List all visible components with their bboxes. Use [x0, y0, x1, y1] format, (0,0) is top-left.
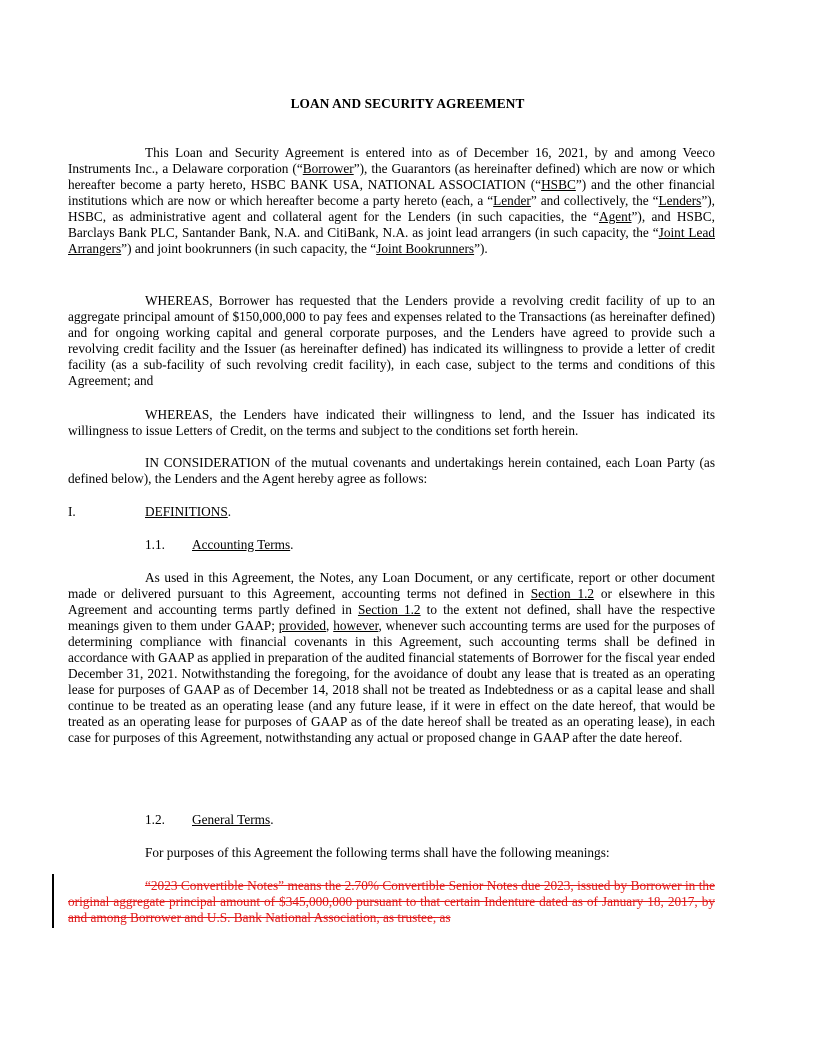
- accounting-text: to the extent not defined, shall have the respective meanings given to them under GAAP;: [68, 602, 715, 633]
- accounting-text: ,: [326, 618, 334, 633]
- section-reference: Section 1.2: [357, 602, 421, 617]
- defined-term-hsbc: HSBC: [541, 177, 576, 192]
- defined-term-lenders: Lenders: [658, 193, 702, 208]
- intro-text: ”), and HSBC, Barclays Bank PLC, Santander Bank, N.A. and CitiBank, N.A. as joint lead arrangers (in such capacity, the “: [68, 209, 715, 240]
- intro-text: ”), the Guarantors (as hereinafter defined) which are now or which hereafter become a party hereto, HSBC BANK USA, NATIONAL ASSOCIATION (“: [68, 161, 715, 192]
- section-1-2-title-text: General Terms: [192, 812, 271, 827]
- consideration-paragraph: IN CONSIDERATION of the mutual covenants and undertakings herein contained, each Loan Party (as defined below), the Lenders and the Agent hereby agree as follows:: [68, 455, 715, 486]
- accounting-text: or elsewhere in this Agreement and accounting terms partly defined in: [68, 586, 715, 617]
- section-1-1-title-suffix: .: [290, 537, 294, 552]
- document-title: LOAN AND SECURITY AGREEMENT: [290, 96, 525, 111]
- defined-term-agent: Agent: [599, 209, 632, 224]
- general-terms-intro: For purposes of this Agreement the following terms shall have the following meanings:: [145, 845, 610, 860]
- section-1-1-title-text: Accounting Terms: [192, 537, 291, 552]
- proviso-term: provided: [278, 618, 327, 633]
- section-1-1-number: 1.1.: [145, 537, 165, 552]
- accounting-text: , whenever such accounting terms are used for the purposes of determining compliance with financial covenants in this Agreement, such accounting terms shall be defined in accordance with GAAP as applied in preparation of the audited financial statements of Borrower for the fiscal year ended December 31, 2021. Notwithstanding the foregoing, for the avoidance of doubt any lease that is treated as an operating lease for purposes of GAAP as of December 14, 2018 shall not be treated as Indebtedness or as a capital lease and shall continue to be treated as an operating lease (and any future lease, if it were in effect on the date hereof, that would be treated as an operating lease for purposes of GAAP as of the date hereof shall be treated as an operating lease), in each case for purposes of this Agreement, notwithstanding any actual or proposed change in GAAP after the date hereof.: [68, 618, 715, 745]
- article-heading: [68, 504, 76, 520]
- section-1-2-title: [192, 812, 274, 828]
- article-title-text: DEFINITIONS: [145, 504, 228, 519]
- defined-term-borrower: Borrower: [302, 161, 354, 176]
- defined-term-joint-lead-arrangers: Joint Lead Arrangers: [68, 225, 715, 256]
- intro-text: ”), HSBC, as administrative agent and collateral agent for the Lenders (in such capacities, the “: [68, 193, 715, 224]
- deleted-definition-2023-convertible-notes: “2023 Convertible Notes” means the 2.70% Convertible Senior Notes due 2023, issued by Borrower in the original aggregate principal amount of $345,000,000 pursuant to that certain Indenture dated as of January 18, 2017, by and among Borrower and U.S. Bank National Association, as trustee, as: [68, 878, 715, 925]
- intro-text: ”) and the other financial institutions which are now or which hereafter become a party hereto (each, a “: [68, 177, 715, 208]
- article-title: [145, 504, 231, 520]
- change-bar: [52, 874, 54, 928]
- accounting-text: As used in this Agreement, the Notes, any Loan Document, or any certificate, report or other document made or delivered pursuant to this Agreement, accounting terms not defined in: [68, 570, 715, 601]
- intro-text: ” and collectively, the “: [530, 193, 659, 208]
- section-1-2-title-suffix: .: [270, 812, 274, 827]
- intro-paragraph: [68, 145, 715, 257]
- article-number: I.: [68, 504, 76, 519]
- article-title-suffix: .: [227, 504, 232, 519]
- intro-text: This Loan and Security Agreement is entered into as of December 16, 2021, by and among Veeco Instruments Inc., a Delaware corporation (“: [68, 145, 715, 176]
- intro-text: ”).: [474, 241, 488, 256]
- section-reference: Section 1.2: [530, 586, 595, 601]
- whereas-paragraph-1: WHEREAS, Borrower has requested that the Lenders provide a revolving credit facility of up to an aggregate principal amount of $150,000,000 to pay fees and expenses related to the Transactions (as hereinafter defined) and for ongoing working capital and general corporate purposes, and the Lenders have agreed to provide such a revolving credit facility and the Issuer (as hereinafter defined) has indicated its willingness to provide a letter of credit facility (as a sub-facility of such revolving credit facility), in each case, subject to the terms and conditions of this Agreement; and: [68, 293, 715, 388]
- proviso-term: however: [333, 618, 379, 633]
- section-1-2-number: 1.2.: [145, 812, 165, 827]
- defined-term-lender: Lender: [493, 193, 531, 208]
- intro-text: ”) and joint bookrunners (in such capacity, the “: [121, 241, 377, 256]
- whereas-paragraph-2: WHEREAS, the Lenders have indicated their willingness to lend, and the Issuer has indicated its willingness to issue Letters of Credit, on the terms and subject to the conditions set forth herein.: [68, 407, 715, 438]
- defined-term-joint-bookrunners: Joint Bookrunners: [376, 241, 475, 256]
- accounting-terms-paragraph: [68, 570, 715, 746]
- section-1-1-title: [192, 537, 294, 553]
